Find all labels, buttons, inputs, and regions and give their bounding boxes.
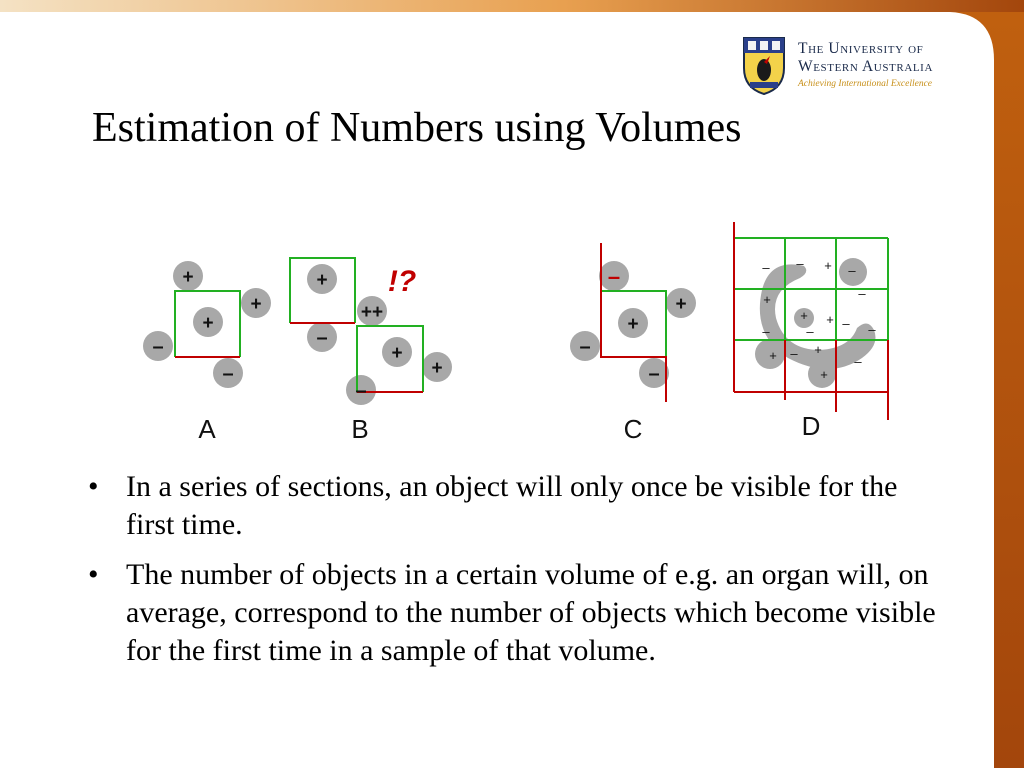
panel-label: B [351, 414, 369, 444]
particle-symbol: + [824, 258, 832, 273]
particle-symbol: – [842, 316, 850, 331]
particle-symbol: – [316, 327, 328, 349]
bullet-item [88, 468, 948, 544]
right-band [950, 12, 1024, 768]
particle-symbol: + [763, 292, 771, 307]
university-name-line2: Western Australia [798, 58, 933, 75]
particle-symbol: – [848, 263, 856, 278]
particle-symbol: – [796, 256, 804, 271]
slide-title: Estimation of Numbers using Volumes [92, 105, 742, 151]
panel-label: A [198, 414, 216, 444]
particle-symbol: – [222, 363, 234, 385]
particle-symbol: + [814, 342, 822, 357]
university-logo [740, 34, 970, 100]
top-band [0, 0, 1024, 12]
particle-symbol: + [820, 367, 828, 382]
particle-symbol: + [800, 308, 808, 323]
panel-d [734, 222, 888, 441]
bullet-text: The number of objects in a certain volume of e.g. an organ will, on average, correspond to the number of objects which become visible for the first time in a sample of that volume. [126, 558, 936, 667]
particle-symbol: + [202, 313, 214, 334]
particle-symbol: + [182, 267, 194, 288]
crest-icon [740, 34, 788, 96]
university-name-line1: The University of [798, 40, 924, 57]
particle-symbol: + [769, 348, 777, 363]
particle-symbol: – [648, 363, 660, 385]
bullet-marker: • [88, 470, 99, 503]
particle-symbol: + [627, 314, 639, 335]
panel-a [143, 261, 271, 444]
particle-symbol: + [431, 358, 443, 379]
particle-symbol: ++ [360, 302, 384, 323]
panel-label: D [801, 411, 821, 441]
particle-symbol: – [579, 336, 591, 358]
particle-symbol: + [316, 270, 328, 291]
bullet-text: In a series of sections, an object will only once be visible for the first time. [126, 470, 898, 541]
particle-symbol: – [858, 286, 866, 301]
particle-symbol: + [675, 294, 687, 315]
bullet-item [88, 556, 948, 670]
particle-symbol: – [854, 354, 862, 369]
particle-symbol: + [391, 343, 403, 364]
annotation-text: !? [387, 265, 417, 298]
particle-symbol: – [762, 260, 770, 275]
particle-symbol: – [607, 264, 621, 289]
bullet-marker: • [88, 558, 99, 591]
particle-symbol: – [355, 380, 367, 402]
particle-symbol: – [790, 346, 798, 361]
university-name [798, 40, 933, 76]
particle-symbol: – [806, 324, 814, 339]
particle-symbol: + [826, 312, 834, 327]
particle-symbol: – [762, 324, 770, 339]
particle-symbol: – [868, 322, 876, 337]
panel-b [290, 258, 452, 444]
sections-figure [130, 215, 910, 450]
panel-c [570, 243, 696, 444]
particle-symbol: – [152, 336, 164, 358]
panel-label: C [623, 414, 643, 444]
bullet-list [88, 468, 948, 682]
particle-symbol: + [250, 294, 262, 315]
university-tagline: Achieving International Excellence [798, 79, 932, 89]
